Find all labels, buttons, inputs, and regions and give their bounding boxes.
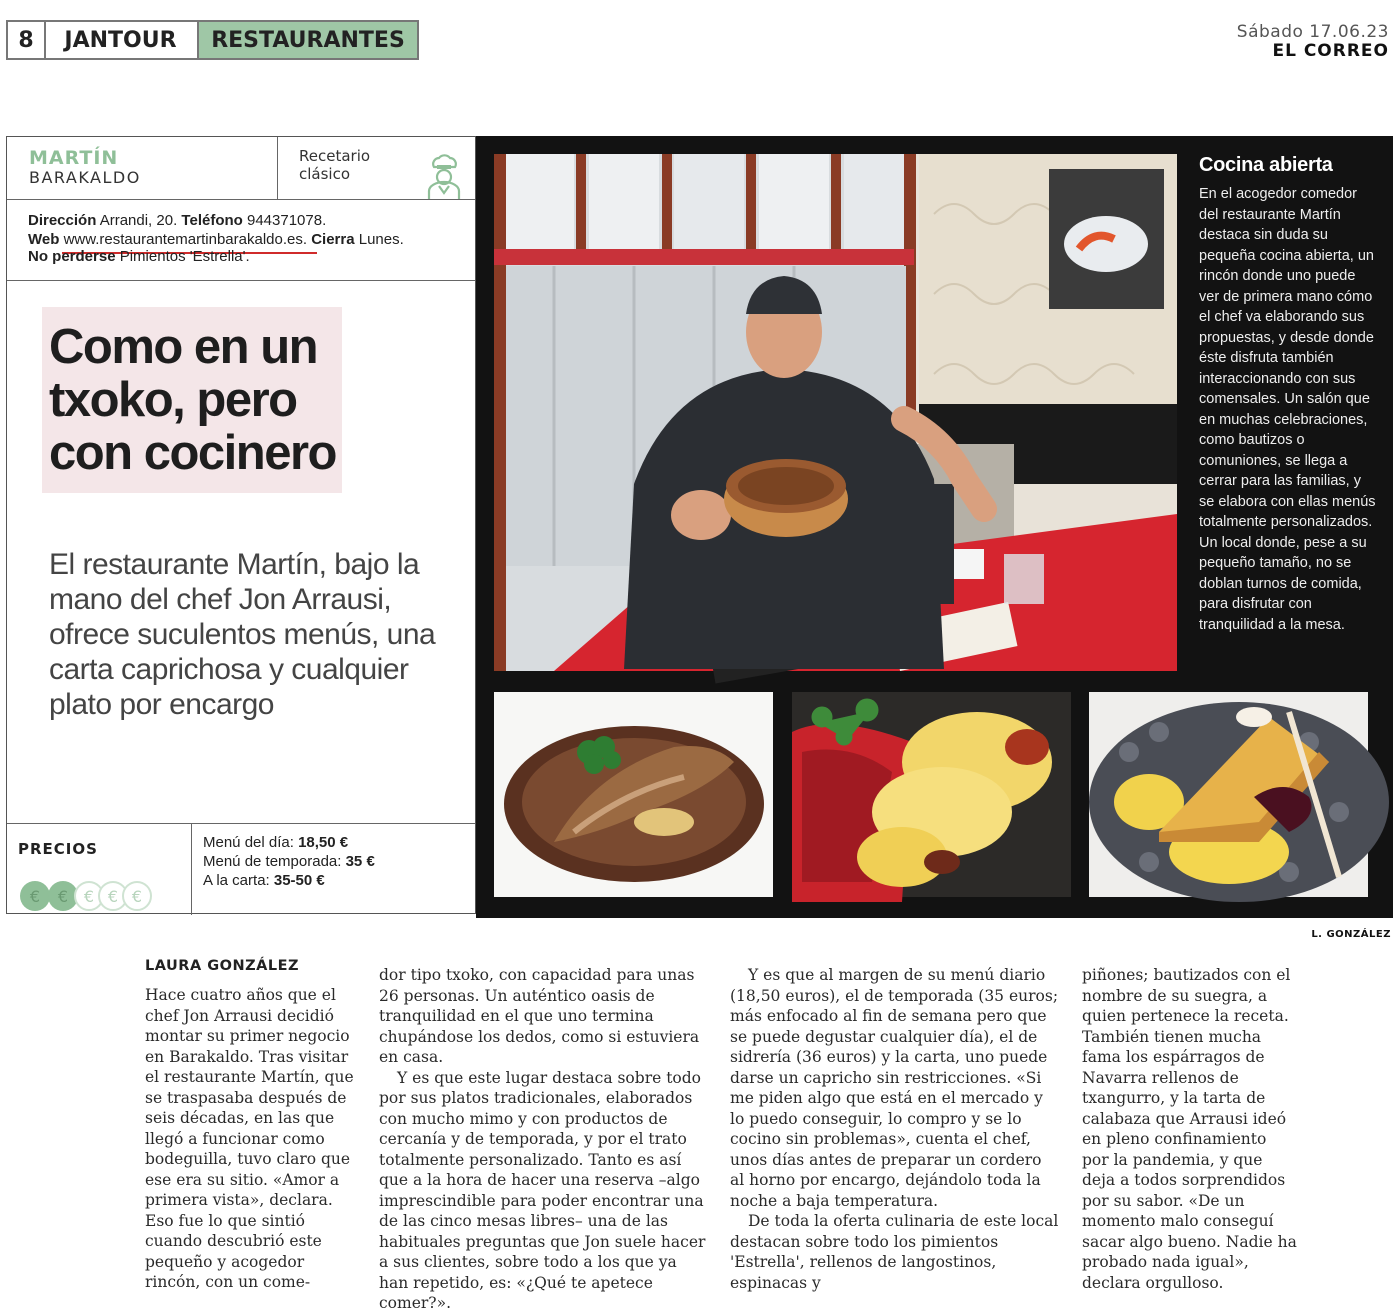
article-column-1 <box>145 985 360 1293</box>
caption-title: Cocina abierta <box>1199 154 1333 176</box>
must-label: No perderse <box>28 248 116 265</box>
section-label: JANTOUR <box>44 20 199 60</box>
price-row: Menú de temporada: 35 € <box>203 853 375 870</box>
divider <box>277 137 278 199</box>
paragraph: Y es que al margen de su menú diario (18,50 euros), el de temporada (35 euros; más enfocado al fin de semana pero que se puede degustar cualquier día), el de sidrería (36 euros) y la carta, uno puede darse un capricho sin restricciones. «Si me piden algo que está en el mercado y lo puedo conseguir, lo compro y se lo cocino sin problemas», cuenta el chef, unos días antes de preparar un cordero al horno por encargo, dejándolo toda la noche a baja temperatura. <box>730 966 1059 1210</box>
address-value: Arrandi, 20. <box>99 212 178 229</box>
svg-text:€: € <box>107 887 119 906</box>
paragraph: Hace cuatro años que el chef Jon Arrausi decidió montar su primer negocio en Barakaldo. Tras visitar el restaurante Martín, que se traspasaba después de seis décadas, en las que llegó a funcionar como bodeguilla, tuvo claro que ese era su sitio. «Amor a primera vista», declara. Eso fue lo que sintió cuando descubrió este pequeño y acogedor rincón, con un come- <box>145 986 354 1291</box>
restaurant-city: BARAKALDO <box>29 168 141 187</box>
issue-date: Sábado 17.06.23 <box>1236 22 1389 42</box>
chef-photo <box>494 154 1177 671</box>
euro-coin-icon <box>20 881 50 911</box>
closed-label: Cierra <box>311 231 355 248</box>
dish-photo-peppers <box>792 692 1071 897</box>
must-value: Pimientos 'Estrella'. <box>119 248 250 265</box>
paragraph: Y es que este lugar destaca sobre todo por sus platos tradicionales, elaborados con mucho mimo y con productos de cercanía y de temporada, y por el trato totalmente personalizado. Tanto es así que a la hora de hacer una reserva –algo imprescindible para poder encontrar una de las cinco mesas libres– una de las habituales preguntas que Jon suele hacer a sus clientes, sobre todo a los que ya han repetido, es: «¿Qué te apetece comer?». <box>379 1068 706 1312</box>
web-link[interactable]: www.restaurantemartinbarakaldo.es. <box>63 231 308 248</box>
svg-text:€: € <box>57 887 69 906</box>
euro-coin-icon <box>123 882 151 910</box>
svg-text:€: € <box>83 887 95 906</box>
price-list <box>203 833 375 890</box>
address-label: Dirección <box>28 212 97 229</box>
dish-photo-lamb <box>494 692 773 897</box>
web-label: Web <box>28 231 60 248</box>
phone-label: Teléfono <box>181 212 243 229</box>
article-column-4 <box>1082 965 1297 1293</box>
restaurant-name: MARTÍN <box>29 147 119 169</box>
svg-text:€: € <box>29 887 41 906</box>
article-column-2 <box>379 965 709 1314</box>
chef-icon <box>425 153 463 201</box>
prices-label: PRECIOS <box>18 840 98 858</box>
divider <box>191 823 192 915</box>
caption-body: En el acogedor comedor del restaurante Martín destaca sin duda su pequeña cocina abierta, un rincón donde uno puede ver de primera mano cómo el chef va elaborando sus propuestas, y desde donde éste disfruta también interaccionando con sus comensales. Un salón que en muchas celebraciones, como bautizos o comuniones, se llega a cerrar para las familias, y se elabora con ellas menús totalmente personalizados. Un local donde, pese a su pequeño tamaño, no se doblan turnos de comida, para disfrutar con tranquilidad a la mesa. <box>1199 186 1376 633</box>
svg-text:€: € <box>131 887 143 906</box>
price-row: A la carta: 35-50 € <box>203 872 325 889</box>
article-column-3 <box>730 965 1060 1293</box>
info-line-must <box>28 248 250 265</box>
dish-photo-cake <box>1089 692 1368 897</box>
newspaper-name: EL CORREO <box>1272 41 1389 61</box>
photo-credit: L. GONZÁLEZ <box>1311 929 1391 940</box>
subsection-label: RESTAURANTES <box>197 20 419 60</box>
divider <box>7 280 475 281</box>
info-line-web <box>28 231 404 248</box>
divider <box>7 823 475 824</box>
paragraph: dor tipo txoko, con capacidad para unas 26 personas. Un auténtico oasis de tranquilidad en el que uno termina chupándose los dedos, como si estuviera en casa. <box>379 966 700 1066</box>
paragraph: De toda la oferta culinaria de este local destacan sobre todo los pimientos 'Estrella', rellenos de langostinos, espinacas y <box>730 1212 1059 1292</box>
page-number: 8 <box>6 20 46 60</box>
restaurant-card <box>6 136 476 914</box>
category-label: Recetario clásico <box>299 147 371 183</box>
paragraph: piñones; bautizados con el nombre de su suegra, a quien pertenece la receta. También tienen mucha fama los espárragos de Navarra rellenos de txangurro, y la tarta de calabaza que Arrausi ideó en pleno confinamiento por la pandemia, y que deja a todos sorprendidos por su sabor. «De un momento malo conseguí sacar algo bueno. Nadie ha probado nada igual», declara orgulloso. <box>1082 966 1297 1292</box>
price-row: Menú del día: 18,50 € <box>203 834 349 851</box>
phone-value: 944371078. <box>246 212 327 229</box>
price-rating <box>19 880 159 912</box>
divider <box>7 199 475 200</box>
info-line-address <box>28 212 326 229</box>
headline: Como en un txoko, pero con cocinero <box>49 320 336 480</box>
byline: LAURA GONZÁLEZ <box>145 958 299 974</box>
closed-value: Lunes. <box>358 231 404 248</box>
euro-coin-icon <box>48 881 78 911</box>
subheadline: El restaurante Martín, bajo la mano del chef Jon Arrausi, ofrece suculentos menús, una carta caprichosa y cualquier plato por encargo <box>49 548 436 721</box>
